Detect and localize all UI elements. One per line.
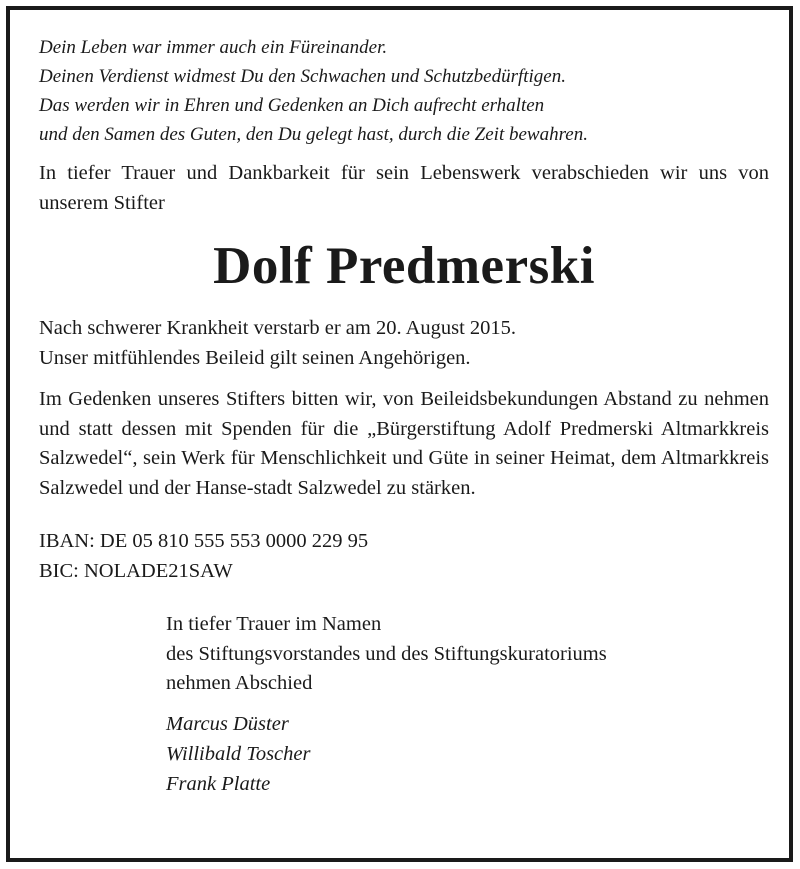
signoff-line: In tiefer Trauer im Namen	[166, 613, 382, 635]
signatories	[166, 709, 769, 799]
signoff-line: nehmen Abschied	[166, 672, 313, 694]
iban: IBAN: DE 05 810 555 553 0000 229 95	[39, 530, 369, 552]
signatory-name: Marcus Düster	[166, 712, 289, 735]
condolence-line: Unser mitfühlendes Beileid gilt seinen Angehörigen.	[39, 346, 471, 369]
signoff-line: des Stiftungsvorstandes und des Stiftungskuratoriums	[166, 642, 607, 665]
intro-text: In tiefer Trauer und Dankbarkeit für sein Lebenswerk verabschieden wir uns von unserem Stifter	[39, 162, 769, 214]
memorial-poem	[39, 33, 769, 149]
poem-line: und den Samen des Guten, den Du gelegt hast, durch die Zeit bewahren.	[39, 124, 588, 145]
bic: BIC: NOLADE21SAW	[39, 559, 233, 582]
obituary-frame	[6, 6, 793, 862]
donation-request: Im Gedenken unseres Stifters bitten wir, von Beileidsbekundungen Abstand zu nehmen und statt dessen mit Spenden für die „Bürgerstiftung Adolf Predmerski Altmarkkreis Salzwedel“, sein Werk für Menschlichkeit und Güte in seiner Heimat, dem Altmarkkreis Salzwedel und der Hanse-stadt Salzwedel zu stärken.	[39, 388, 769, 499]
death-notice-line: Nach schwerer Krankheit verstarb er am 20. August 2015.	[39, 317, 517, 339]
signoff	[166, 610, 769, 699]
poem-line: Deinen Verdienst widmest Du den Schwachen und Schutzbedürftigen.	[39, 66, 566, 87]
bank-details	[39, 527, 769, 586]
poem-line: Das werden wir in Ehren und Gedenken an Dich aufrecht erhalten	[39, 95, 545, 116]
obituary-content	[39, 33, 769, 799]
poem-line: Dein Leben war immer auch ein Füreinander.	[39, 37, 388, 58]
death-notice	[39, 314, 769, 373]
deceased-name: Dolf Predmerski	[213, 237, 595, 295]
signatory-name: Frank Platte	[166, 772, 271, 795]
signatory-name: Willibald Toscher	[166, 742, 311, 765]
